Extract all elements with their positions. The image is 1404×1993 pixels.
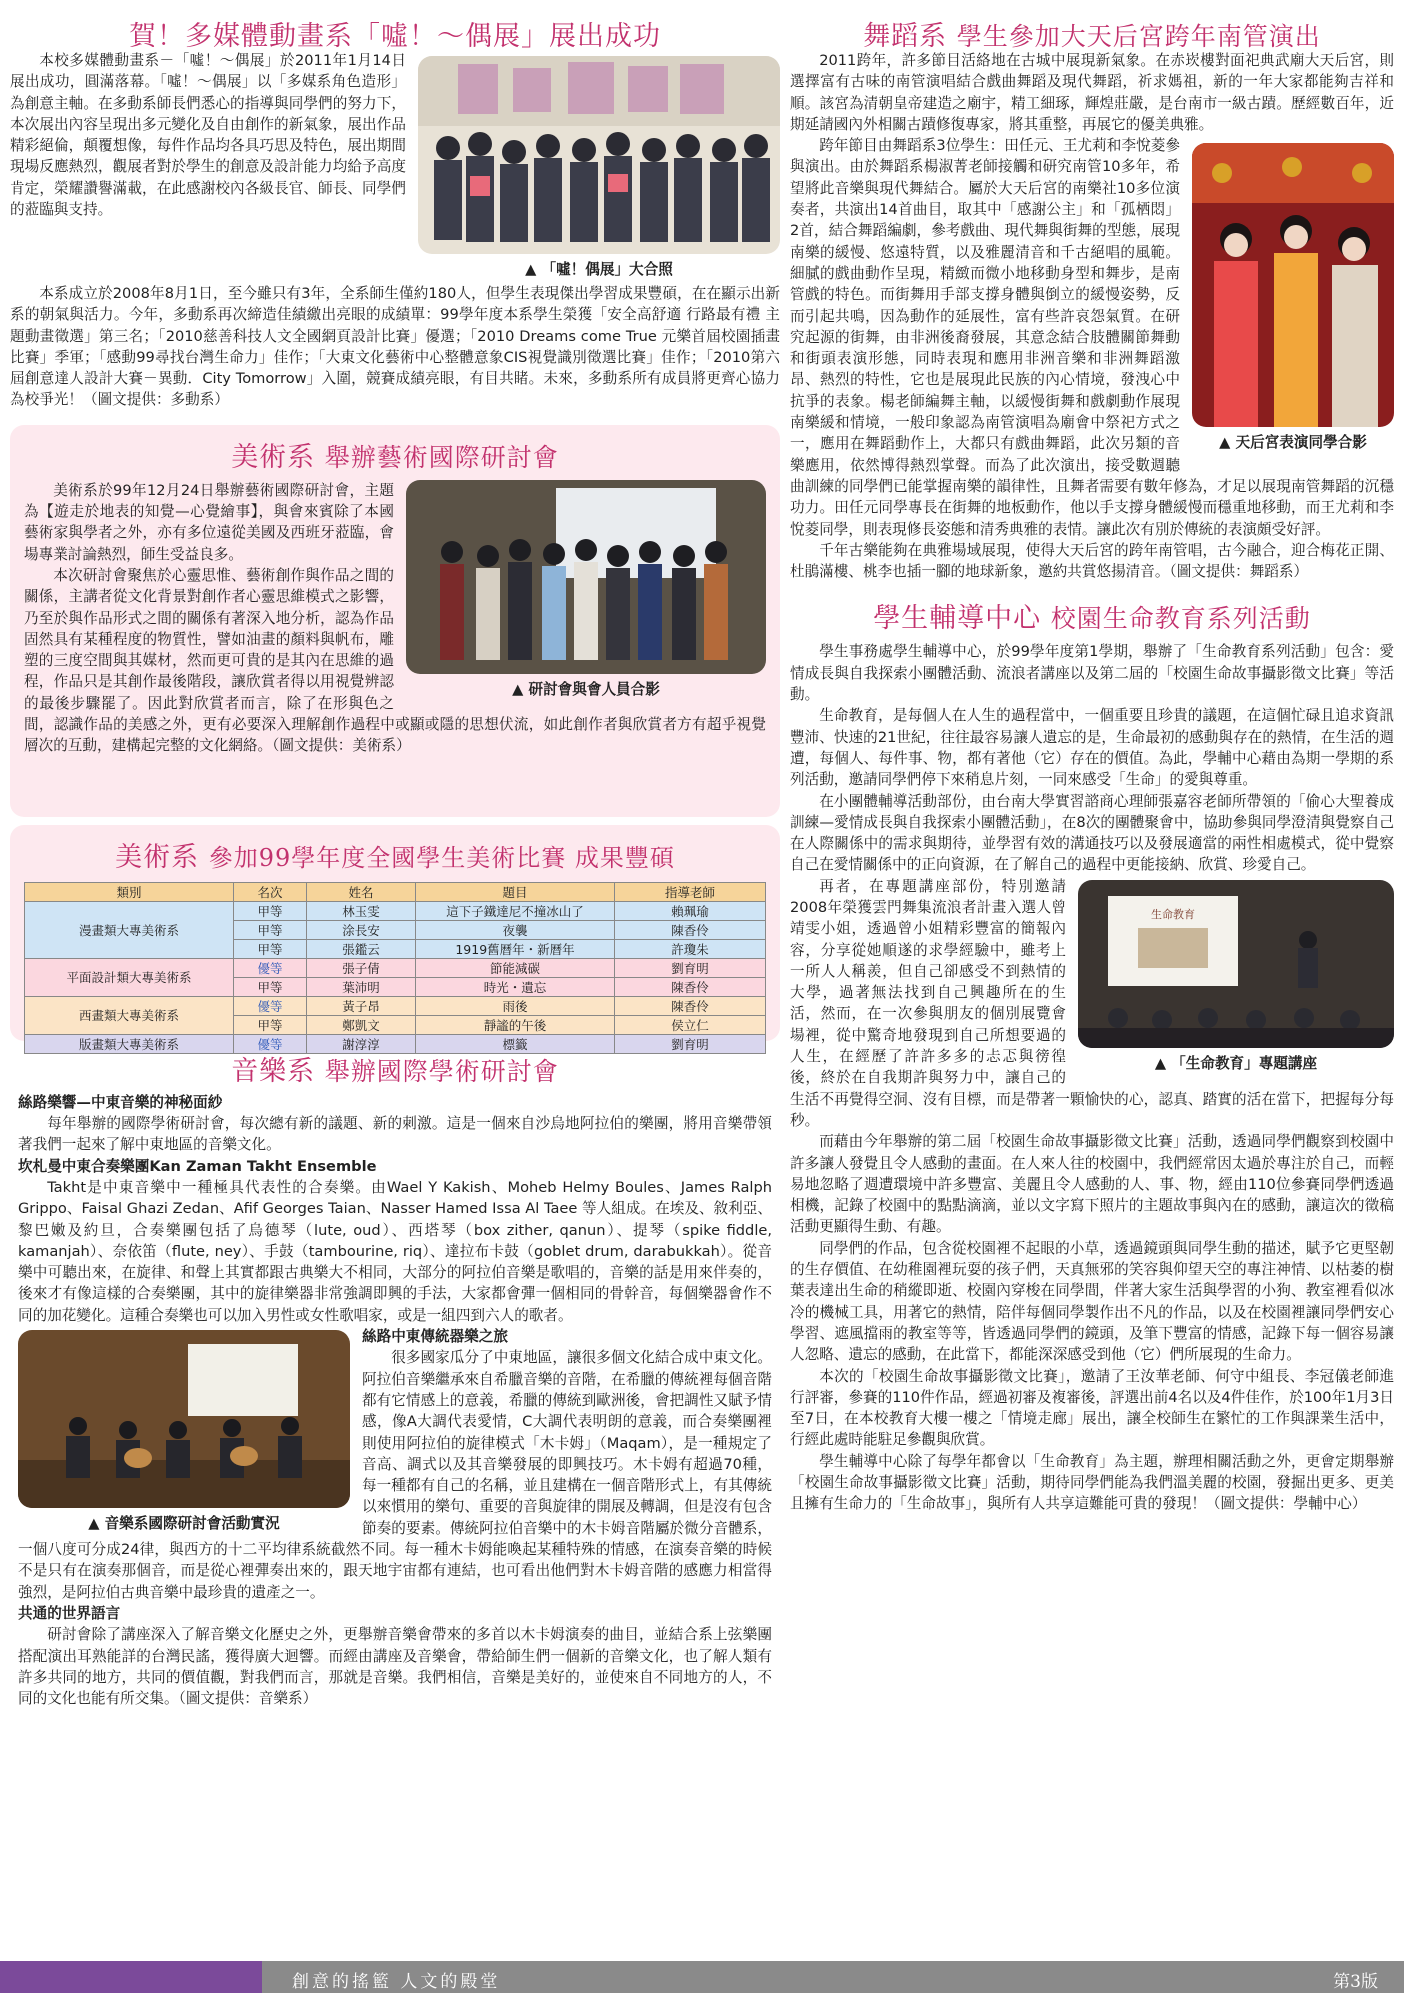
article-life-education — [790, 596, 1394, 1514]
subheading: 坎札曼中東合奏樂團Kan Zaman Takht Ensemble — [18, 1157, 377, 1175]
paragraph: 千年古樂能夠在典雅場域展現，使得大天后宮的跨年南管唱，古今融合，迎合梅花正開、杜鵑滿樓、桃李也插一腳的地球新象，邀約共賞悠揚清音。（圖文提供：舞蹈系） — [790, 541, 1394, 581]
title-text: 舉辦國際學術研討會 — [324, 1056, 559, 1086]
dept-label: 學生輔導中心 — [873, 603, 1042, 635]
paragraph: 本次研討會聚焦於心靈思惟、藝術創作與作品之間的關係，主講者從文化背景對創作者心靈思維模式之影響，乃至於與作品形式之間的關係有著深入地分析，認為作品固然具有某種程度的物質性，譬如油畫的顏料與帆布，雕塑的三度空間與其媒材，然而更可貴的是其內在思維的過程，作品只是其創作最後階段，讓欣賞者得以用視覺辨認的最後步驟罷了。因此對欣賞者而言，除了在形與色之間，認識作品的美感之外，更有必要深入理解創作過程中或顯或隱的思想伏流，如此創作者與欣賞者方有超乎視覺層次的互動，建構起完整的文化網絡。（圖文提供：美術系） — [24, 566, 766, 755]
rank-cell: 優等 — [234, 996, 307, 1015]
paragraph: 學生輔導中心除了每學年都會以「生命教育」為主題，辦理相關活動之外，更會定期舉辦「校園生命故事攝影徵文比賽」活動，期待同學們能為我們溫美麗的校園，發掘出更多、更美且擁有生命力的「生命故事」，與所有人共享這難能可貴的發現！（圖文提供：學輔中心） — [790, 1452, 1394, 1513]
name-cell: 林玉雯 — [307, 901, 416, 920]
paragraph: 跨年節目由舞蹈系3位學生：田任元、王尤莉和李悅菱參與演出。由於舞蹈系楊淑菁老師接觸和研究南管10多年，希望將此音樂與現代舞結合。屬於大天后宮的南樂社10多位演奏者，共演出14首曲目，取其中「感謝公主」和「孤栖悶」2首，結合舞蹈編劇，參考戲曲、現代舞與街舞的型態，展現南樂的緩慢、悠遠特質，以及雅麗清音和千古絕唱的風範。細膩的戲曲動作呈現，精緻而微小地移動身型和舞步，是南管戲的特色。而街舞用手部支撐身體與倒立的緩慢姿勢，反而引起共鳴，因為動作的延展性，富有些許哀怨氣質。在研究起源的街舞，由非洲後裔發展，其意念結合肢體關節舞動和街頭表演形態，同時表現和應用非洲音樂和非洲舞蹈激昂、熱烈的特性，它也是展現此民族的內心情境，發洩心中抗爭的表象。楊老師編舞主軸，以緩慢街舞和戲劇動作展現南樂緩和情境，一般印象認為南管演唱為廟會中祭祀方式之一，應用在舞蹈動作上，大都只有戲曲舞蹈，此次另類的音樂應用，依然博得熱烈掌聲。而為了此次演出，接受數週聽曲訓練的同學們已能掌握南樂的韻律性，且舞者需要有數年修為，才足以展現南管舞蹈的沉穩功力。田任元同學專長在街舞的地板動作，他以手支撐身體緩慢而穩重地移動，而王尤莉和李悅菱同學，則表現修長姿態和清秀典雅的表情。讓此次有別於傳統的表演頗受好評。 — [790, 137, 1394, 538]
name-cell: 涂長安 — [307, 920, 416, 939]
page-footer — [0, 1961, 1404, 1993]
rank-cell: 甲等 — [234, 901, 307, 920]
title-text: 校園生命教育系列活動 — [1050, 604, 1311, 634]
rank-cell: 甲等 — [234, 920, 307, 939]
col-header: 姓名 — [307, 882, 416, 901]
rank-cell: 甲等 — [234, 939, 307, 958]
group-photo-symposium — [406, 480, 766, 674]
name-cell: 張子倩 — [307, 958, 416, 977]
right-column — [790, 0, 1394, 1515]
name-cell: 鄭凱文 — [307, 1015, 416, 1034]
screen-title: 生命教育 — [1151, 907, 1195, 921]
paragraph: 而藉由今年舉辦的第二屆「校園生命故事攝影徵文比賽」活動，透過同學們觀察到校園中許多讓人發覺且令人感動的畫面。在人來人往的校園中，我們經常因太過於專注於自己，而輕易地忽略了週遭環境中許多豐富、美麗且令人感動的人、事、物，經由110位參賽同學們透過相機，記錄了校園中的點點滴滴，並以文字寫下照片的主題故事與內在的感動，讓這次的徵稿活動更顯得生動、有趣。 — [790, 1133, 1394, 1236]
paragraph: 在小團體輔導活動部份，由台南大學實習諮商心理師張嘉容老師所帶領的「偷心大聖養成訓練—愛情成長與自我探索小團體活動」，在8次的團體聚會中，協助參與同學澄清與覺察自己在人際關係中的需求與期待，並學習有效的溝通技巧以及發展適當的兩性相處模式，從中覺察自己在愛情關係中的正向資源，在了解自己的過程中更能接納、欣賞、珍愛自己。 — [790, 792, 1394, 874]
subheading: 絲路樂響—中東音樂的神秘面紗 — [18, 1093, 223, 1111]
advisor-cell: 賴珮瑜 — [615, 901, 766, 920]
photo-caption: ▲ 「噓！偶展」大合照 — [418, 258, 780, 279]
title-cell: 時光・遺忘 — [416, 977, 615, 996]
music-concert-photo — [18, 1330, 350, 1508]
advisor-cell: 陳香伶 — [615, 920, 766, 939]
group-photo-exhibition — [418, 56, 780, 254]
photo-caption: ▲ 研討會與會人員合影 — [406, 678, 766, 699]
left-column — [10, 0, 780, 1709]
lecture-photo — [1078, 880, 1394, 1048]
subheading: 共通的世界語言 — [18, 1604, 121, 1622]
photo-block — [18, 1330, 350, 1533]
rank-cell: 優等 — [234, 1034, 307, 1053]
col-header: 指導老師 — [615, 882, 766, 901]
photo-caption: ▲ 天后宮表演同學合影 — [1192, 431, 1394, 452]
category-cell: 版畫類大專美術系 — [25, 1034, 234, 1053]
table-row — [25, 958, 766, 977]
name-cell: 張鑑云 — [307, 939, 416, 958]
subheading: 絲路中東傳統器樂之旅 — [362, 1328, 508, 1346]
paragraph: 再者，在專題講座部份，特別邀請2008年榮獲雲門舞集流浪者計畫入選人曾靖雯小姐，透過曾小姐精彩豐富的簡報內容，分享從她順遂的求學經驗中，雖考上一所人人稱羨，但自己卻感受不到熱情的大學，過著無法找到自己興趣所在的生活，然而，在一次參與朋友的個別展覽會場裡，從中驚奇地發現到自己所想要過的人生，在經歷了許許多多的忐忑與徬徨後，終於在自我期許與努力中，讓自己的生活不再覺得空洞、沒有目標，而是帶著一顆愉快的心，認真、踏實的活在當下，把握每分每秒。 — [790, 877, 1394, 1129]
name-cell: 謝淳淳 — [307, 1034, 416, 1053]
paragraph: 本校多媒體動畫系－「噓！～偶展」於2011年1月14日展出成功，圓滿落幕。「噓！～偶展」以「多媒系角色造形」為創意主軸。在多動系師長們悉心的指導與同學們的努力下，本次展出內容呈現出多元變化及自由創作的新氣象，展出作品精彩絕倫，顛覆想像，每件作品均各具巧思及特色，展出期間現場反應熱烈，觀展者對於學生的創意及設計能力均給予高度肯定，榮耀讚譽滿載，在此感謝校內各級長官、師長、同學們的蒞臨與支持。 — [10, 52, 406, 219]
table-row — [25, 901, 766, 920]
dept-label: 舞蹈系 — [863, 21, 948, 52]
category-cell: 西畫類大專美術系 — [25, 996, 234, 1034]
article-title — [18, 1049, 772, 1088]
advisor-cell: 陳香伶 — [615, 977, 766, 996]
article-art-symposium — [10, 425, 780, 817]
title-text: 參加99學年度全國學生美術比賽 成果豐碩 — [208, 843, 675, 872]
photo-block — [1078, 880, 1394, 1073]
title-cell: 雨後 — [416, 996, 615, 1015]
col-header: 類別 — [25, 882, 234, 901]
title-cell: 夜襲 — [416, 920, 615, 939]
advisor-cell: 侯立仁 — [615, 1015, 766, 1034]
rank-cell: 優等 — [234, 958, 307, 977]
paragraph: 很多國家瓜分了中東地區，讓很多個文化結合成中東文化。阿拉伯音樂繼承來自希臘音樂的音階，在希臘的傳統裡每個音階都有它情感上的意義，希臘的傳統到歐洲後，會把調性又賦予情感，像A大調代表愛情，C大調代表明朗的意義，而合奏樂團裡則使用阿拉伯的旋律模式「木卡姆」（Maqam），是一種規定了音高、調式以及其音樂發展的即興技巧。木卡姆有超過70種，每一種都有自己的名稱，並且建構在一個音階形式上，有其傳統以來慣用的樂句、重要的音與旋律的開展及轉調，但是沒有包含節奏的要素。傳統阿拉伯音樂中的木卡姆音階屬於微分音體系，一個八度可分成24律，與西方的十二平均律系統截然不同。每一種木卡姆能喚起某種特殊的情感，在演奏音樂的時候不是只有在演奏那個音，而是從心裡彈奏出來的，跟天地宇宙都有連結，也可看出他們對木卡姆音階的感應力相當得強烈，是阿拉伯古典音樂中最珍貴的遺產之一。 — [18, 1349, 772, 1601]
paragraph: 同學們的作品，包含從校園裡不起眼的小草，透過鏡頭與同學生動的描述，賦予它更堅韌的生存價值、在幼稚園裡玩耍的孩子們，天真無邪的笑容與仰望天空的專注神情、以枯萎的樹葉表達出生命的稍縱即逝、校園內穿梭在同學間，伴著大家生活與學習的小狗、教室裡看似冰冷的機械工具，用著它的熱情，陪伴每個同學製作出不凡的作品，以及在校園裡讓同學們安心學習、遮風擋雨的教室等等，皆透過同學們的鏡頭，及筆下豐富的情感，記錄下每一個容易讓人忽略、遺忘的感動，在此當下，都能深深感受到他（它）們所展現的生命力。 — [790, 1239, 1394, 1364]
category-cell: 漫畫類大專美術系 — [25, 901, 234, 958]
dept-label: 音樂系 — [231, 1055, 316, 1087]
col-header: 題目 — [416, 882, 615, 901]
paragraph: 生命教育，是每個人在人生的過程當中，一個重要且珍貴的議題，在這個忙碌且追求資訊豐沛、快速的21世紀，往往最容易讓人遺忘的是，生命最初的感動與存在的熱情，在生活的週遭，每個人、每件事、物，都有著他（它）存在的價值。為此，學輔中心藉由為期一學期的系列活動，邀請同學們停下來稍息片刻，一同來感受「生命」的愛與尊重。 — [790, 707, 1394, 789]
article-multimedia-exhibition — [10, 0, 780, 411]
title-cell: 靜謐的午後 — [416, 1015, 615, 1034]
title-cell: 節能減碳 — [416, 958, 615, 977]
title-cell: 這下子鐵達尼不撞冰山了 — [416, 901, 615, 920]
advisor-cell: 劉育明 — [615, 1034, 766, 1053]
photo-block — [1192, 143, 1394, 452]
photo-caption: ▲ 「生命教育」專題講座 — [1078, 1052, 1394, 1073]
table-header-row — [25, 882, 766, 901]
dept-label: 美術系 — [115, 841, 200, 873]
paragraph: 本系成立於2008年8月1日，至今雖只有3年，全系師生僅約180人，但學生表現傑出學習成果豐碩，在在顯示出新系的朝氣與活力。今年，多動系再次締造佳績繳出亮眼的成績單：99學年度本系學生榮獲「安全高舒適 行路最有禮 主題動畫徵選」第三名；「2010慈善科技人文全國網頁設計比賽」優選；「2010 Dreams come True 元樂首屆校園插畫比賽」季軍；「感動99尋找台灣生命力」佳作；「大東文化藝術中心整體意象CIS視覺識別徵選比賽」佳作；「2010第六屆創意達人設計大賽－異動．City Tomorrow」入圍，競賽成績亮眼，有目共睹。未來，多動系所有成員將更齊心協力為校爭光！（圖文提供：多動系） — [10, 285, 780, 409]
table-row — [25, 996, 766, 1015]
name-cell: 葉沛明 — [307, 977, 416, 996]
advisor-cell: 陳香伶 — [615, 996, 766, 1015]
name-cell: 黃子昂 — [307, 996, 416, 1015]
page-number: 第3版 — [1333, 1972, 1378, 1992]
dept-label: 美術系 — [231, 441, 316, 473]
rank-cell: 甲等 — [234, 977, 307, 996]
article-title — [24, 835, 766, 874]
dance-students-photo — [1192, 143, 1394, 427]
advisor-cell: 劉育明 — [615, 958, 766, 977]
paragraph: 每年舉辦的國際學術研討會，每次總有新的議題、新的刺激。這是一個來自沙烏地阿拉伯的樂團，將用音樂帶領著我們一起來了解中東地區的音樂文化。 — [18, 1115, 772, 1154]
footer-accent-bar — [0, 1961, 262, 1993]
paragraph: 本次的「校園生命故事攝影徵文比賽」，邀請了王汝華老師、何守中組長、李冠儀老師進行評審，參賽的110件作品，經過初審及複審後，評選出前4名以及4件佳作，於100年1月3日至7日，在本校教育大樓一樓之「情境走廊」展出，讓全校師生在繁忙的工作與課業生活中，行經此處時能駐足參觀與欣賞。 — [790, 1367, 1394, 1449]
category-cell: 平面設計類大專美術系 — [25, 958, 234, 996]
photo-block — [418, 56, 780, 279]
footer-motto: 創意的搖籃 人文的殿堂 — [292, 1972, 501, 1992]
title-text: 學生參加大天后宮跨年南管演出 — [956, 22, 1321, 51]
advisor-cell: 許瓊朱 — [615, 939, 766, 958]
paragraph: 研討會除了講座深入了解音樂文化歷史之外，更舉辦音樂會帶來的多首以木卡姆演奏的曲目，並結合系上弦樂團搭配演出耳熟能詳的台灣民謠，獲得廣大迴響。而經由講座及音樂會，帶給師生們一個新的音樂文化，也了解人類有許多共同的地方，共同的價值觀，對我們而言，那就是音樂。我們相信，音樂是美好的，並使來自不同地方的人，不同的文化也能有所交集。（圖文提供：音樂系） — [18, 1626, 772, 1708]
competition-results-table — [24, 882, 766, 1054]
article-art-competition — [10, 825, 780, 1052]
paragraph: 2011跨年，許多節目活絡地在古城中展現新氣象。在赤崁樓對面祀典武廟大天后宮，則選擇富有古味的南管演唱結合戲曲舞蹈及現代舞蹈，祈求媽祖，新的一年大家都能夠吉祥和順。該宮為清朝皇帝建造之廟宇，精工細琢，輝煌莊嚴，是台南市一級古蹟。歷經數百年，近期延請國內外相關古蹟修復專家，將其重整，再展它的優美典雅。 — [790, 52, 1394, 133]
article-title: 賀！多媒體動畫系「噓！～偶展」展出成功 — [129, 21, 661, 52]
paragraph: Takht是中東音樂中一種極具代表性的合奏樂。由Wael Y Kakish、Moheb Helmy Boules、James Ralph Grippo、Faisal Ghazi Zedan、Afif Georges Taian、Nasser Hamed Issa Al Taee 等人組成。在埃及、敘利亞、黎巴嫩及約旦，合奏樂團包括了烏德琴（lute, oud）、西塔琴（box zither, qanun）、提琴（spike fiddle, kamanjah）、奈依笛（flute, ney）、手鼓（tambourine, riq）、達拉布卡鼓（goblet drum, darabukkah）。從音樂中可聽出來，在旋律、和聲上其實都跟古典樂大不相同，大部分的阿拉伯音樂是歌唱的，音樂的話是用來伴奏的，後來才有像這樣的合奏樂團，其中的旋律樂器非常強調即興的手法，大家都會彈一個相同的骨幹音，每個樂器會作不同的加花變化。這種合奏樂也可以加入男性或女性歌唱家，或是一組四到六人的歌者。 — [18, 1178, 772, 1324]
paragraph: 學生事務處學生輔導中心，於99學年度第1學期，舉辦了「生命教育系列活動」包含：愛情成長與自我探索小團體活動、流浪者講座以及第二屆的「校園生命故事攝影徵文比賽」等活動。 — [790, 643, 1394, 704]
photo-block — [406, 480, 766, 699]
rank-cell: 甲等 — [234, 1015, 307, 1034]
article-dance-performance — [790, 0, 1394, 582]
article-title — [790, 14, 1394, 50]
paragraph: 美術系於99年12月24日舉辦藝術國際研討會，主題為【遊走於地表的知覺—心覺繪事】，與會來賓除了本國藝術家與學者之外，亦有多位遠從美國及西班牙蒞臨，會場專業討論熱烈，師生受益良多。 — [24, 481, 394, 563]
title-text: 舉辦藝術國際研討會 — [324, 442, 559, 472]
title-cell: 標籤 — [416, 1034, 615, 1053]
title-cell: 1919舊曆年・新曆年 — [416, 939, 615, 958]
article-title — [790, 596, 1394, 635]
col-header: 名次 — [234, 882, 307, 901]
photo-caption: ▲ 音樂系國際研討會活動實況 — [18, 1512, 350, 1533]
article-music-symposium — [10, 1049, 780, 1710]
article-title — [24, 435, 766, 474]
